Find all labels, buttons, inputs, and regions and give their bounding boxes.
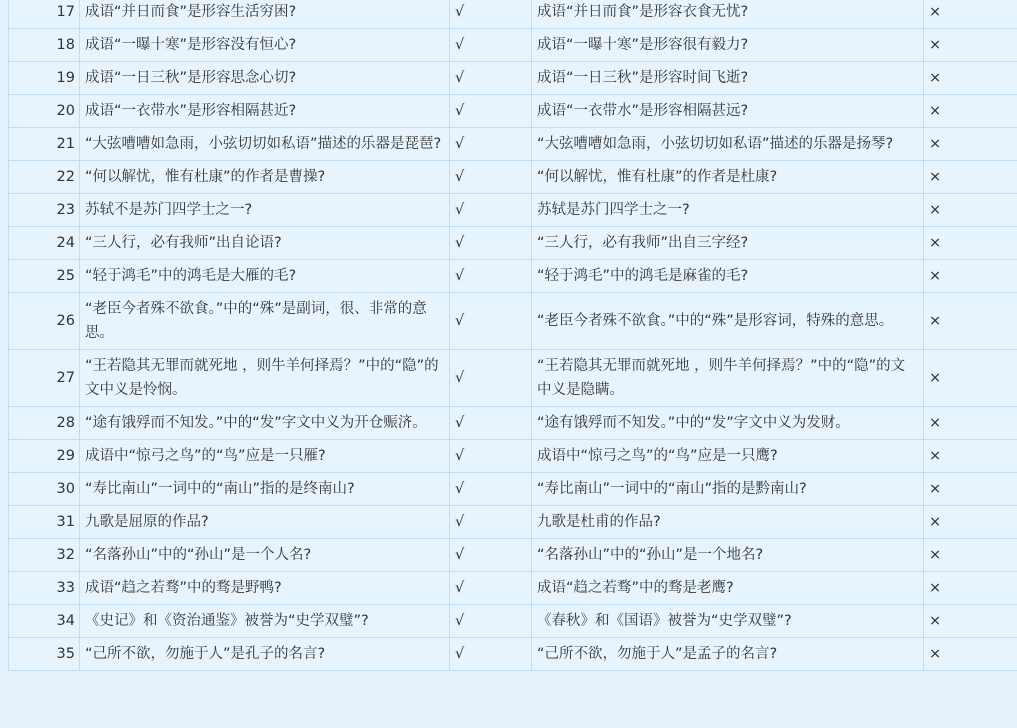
question-false: 成语中“惊弓之鸟”的“鸟”应是一只鹰? (532, 440, 924, 473)
table-row (9, 572, 1017, 605)
table-row (9, 161, 1017, 194)
question-true: “王若隐其无罪而就死地 ，则牛羊何择焉？”中的“隐”的文中义是怜悯。 (80, 350, 450, 407)
question-true: “三人行，必有我师”出自论语? (80, 227, 450, 260)
false-mark: × (924, 350, 1017, 407)
false-mark: × (924, 194, 1017, 227)
question-true: 九歌是屈原的作品? (80, 506, 450, 539)
true-mark: √ (450, 407, 532, 440)
true-mark: √ (450, 440, 532, 473)
true-mark: √ (450, 161, 532, 194)
table-row (9, 473, 1017, 506)
table-row (9, 0, 1017, 29)
row-number: 28 (9, 407, 80, 440)
row-number: 35 (9, 638, 80, 671)
row-number: 18 (9, 29, 80, 62)
table-row (9, 638, 1017, 671)
table-row (9, 506, 1017, 539)
question-true: 成语“一日三秋”是形容思念心切? (80, 62, 450, 95)
table-row (9, 194, 1017, 227)
question-true: “己所不欲，勿施于人”是孔子的名言? (80, 638, 450, 671)
question-true: “轻于鸿毛”中的鸿毛是大雁的毛? (80, 260, 450, 293)
row-number: 19 (9, 62, 80, 95)
question-false: “途有饿殍而不知发。”中的“发”字文中义为发财。 (532, 407, 924, 440)
false-mark: × (924, 473, 1017, 506)
question-false: “名落孙山”中的“孙山”是一个地名? (532, 539, 924, 572)
false-mark: × (924, 128, 1017, 161)
table-row (9, 62, 1017, 95)
false-mark: × (924, 62, 1017, 95)
question-true: “名落孙山”中的“孙山”是一个人名? (80, 539, 450, 572)
question-false: 成语“一日三秋”是形容时间飞逝? (532, 62, 924, 95)
quiz-table-body (9, 0, 1017, 671)
false-mark: × (924, 440, 1017, 473)
question-true: “老臣今者殊不欲食。”中的“殊”是副词，很、非常的意思。 (80, 293, 450, 350)
question-true: “大弦嘈嘈如急雨，小弦切切如私语”描述的乐器是琵琶? (80, 128, 450, 161)
false-mark: × (924, 572, 1017, 605)
question-false: “轻于鸿毛”中的鸿毛是麻雀的毛? (532, 260, 924, 293)
table-row (9, 539, 1017, 572)
true-mark: √ (450, 29, 532, 62)
question-true: 成语中“惊弓之鸟”的“鸟”应是一只雁? (80, 440, 450, 473)
false-mark: × (924, 29, 1017, 62)
question-true: “何以解忧，惟有杜康”的作者是曹操? (80, 161, 450, 194)
false-mark: × (924, 161, 1017, 194)
row-number: 17 (9, 0, 80, 29)
row-number: 30 (9, 473, 80, 506)
row-number: 24 (9, 227, 80, 260)
question-false: 成语“并日而食”是形容衣食无忧? (532, 0, 924, 29)
table-row (9, 407, 1017, 440)
row-number: 25 (9, 260, 80, 293)
question-true: “途有饿殍而不知发。”中的“发”字文中义为开仓赈济。 (80, 407, 450, 440)
question-false: 成语“一曝十寒”是形容很有毅力? (532, 29, 924, 62)
true-mark: √ (450, 194, 532, 227)
true-mark: √ (450, 605, 532, 638)
table-row (9, 227, 1017, 260)
table-row (9, 95, 1017, 128)
true-mark: √ (450, 506, 532, 539)
false-mark: × (924, 539, 1017, 572)
true-mark: √ (450, 0, 532, 29)
question-false: “王若隐其无罪而就死地 ，则牛羊何择焉？”中的“隐”的文中义是隐瞒。 (532, 350, 924, 407)
row-number: 26 (9, 293, 80, 350)
question-false: 九歌是杜甫的作品? (532, 506, 924, 539)
question-false: “老臣今者殊不欲食。”中的“殊”是形容词，特殊的意思。 (532, 293, 924, 350)
row-number: 21 (9, 128, 80, 161)
false-mark: × (924, 506, 1017, 539)
question-true: 成语“并日而食”是形容生活穷困? (80, 0, 450, 29)
true-mark: √ (450, 293, 532, 350)
false-mark: × (924, 227, 1017, 260)
false-mark: × (924, 0, 1017, 29)
row-number: 32 (9, 539, 80, 572)
question-false: 成语“一衣带水”是形容相隔甚远? (532, 95, 924, 128)
row-number: 20 (9, 95, 80, 128)
question-false: 《春秋》和《国语》被誉为“史学双璧”? (532, 605, 924, 638)
question-true: 成语“一衣带水”是形容相隔甚近? (80, 95, 450, 128)
question-false: “何以解忧，惟有杜康”的作者是杜康? (532, 161, 924, 194)
false-mark: × (924, 260, 1017, 293)
question-false: 苏轼是苏门四学士之一? (532, 194, 924, 227)
question-true: 《史记》和《资治通鉴》被誉为“史学双璧”? (80, 605, 450, 638)
row-number: 29 (9, 440, 80, 473)
false-mark: × (924, 407, 1017, 440)
row-number: 22 (9, 161, 80, 194)
table-row (9, 605, 1017, 638)
table-row (9, 293, 1017, 350)
false-mark: × (924, 95, 1017, 128)
question-true: 成语“趋之若骛”中的骛是野鸭? (80, 572, 450, 605)
true-mark: √ (450, 473, 532, 506)
true-mark: √ (450, 638, 532, 671)
question-false: “大弦嘈嘈如急雨，小弦切切如私语”描述的乐器是扬琴? (532, 128, 924, 161)
question-true: 苏轼不是苏门四学士之一? (80, 194, 450, 227)
question-false: “三人行，必有我师”出自三字经? (532, 227, 924, 260)
true-mark: √ (450, 350, 532, 407)
table-row (9, 29, 1017, 62)
false-mark: × (924, 638, 1017, 671)
true-mark: √ (450, 260, 532, 293)
question-false: “寿比南山”一词中的“南山”指的是黔南山? (532, 473, 924, 506)
table-row (9, 440, 1017, 473)
true-mark: √ (450, 62, 532, 95)
row-number: 33 (9, 572, 80, 605)
true-mark: √ (450, 128, 532, 161)
row-number: 27 (9, 350, 80, 407)
false-mark: × (924, 605, 1017, 638)
question-false: 成语“趋之若骛”中的骛是老鹰? (532, 572, 924, 605)
row-number: 23 (9, 194, 80, 227)
question-true: 成语“一曝十寒”是形容没有恒心? (80, 29, 450, 62)
row-number: 34 (9, 605, 80, 638)
true-mark: √ (450, 95, 532, 128)
question-true: “寿比南山”一词中的“南山”指的是终南山? (80, 473, 450, 506)
table-row (9, 128, 1017, 161)
true-mark: √ (450, 227, 532, 260)
row-number: 31 (9, 506, 80, 539)
false-mark: × (924, 293, 1017, 350)
true-mark: √ (450, 572, 532, 605)
true-mark: √ (450, 539, 532, 572)
table-row (9, 350, 1017, 407)
question-false: “己所不欲，勿施于人”是孟子的名言? (532, 638, 924, 671)
quiz-table (8, 0, 1017, 671)
table-row (9, 260, 1017, 293)
quiz-table-container (8, 0, 1017, 728)
